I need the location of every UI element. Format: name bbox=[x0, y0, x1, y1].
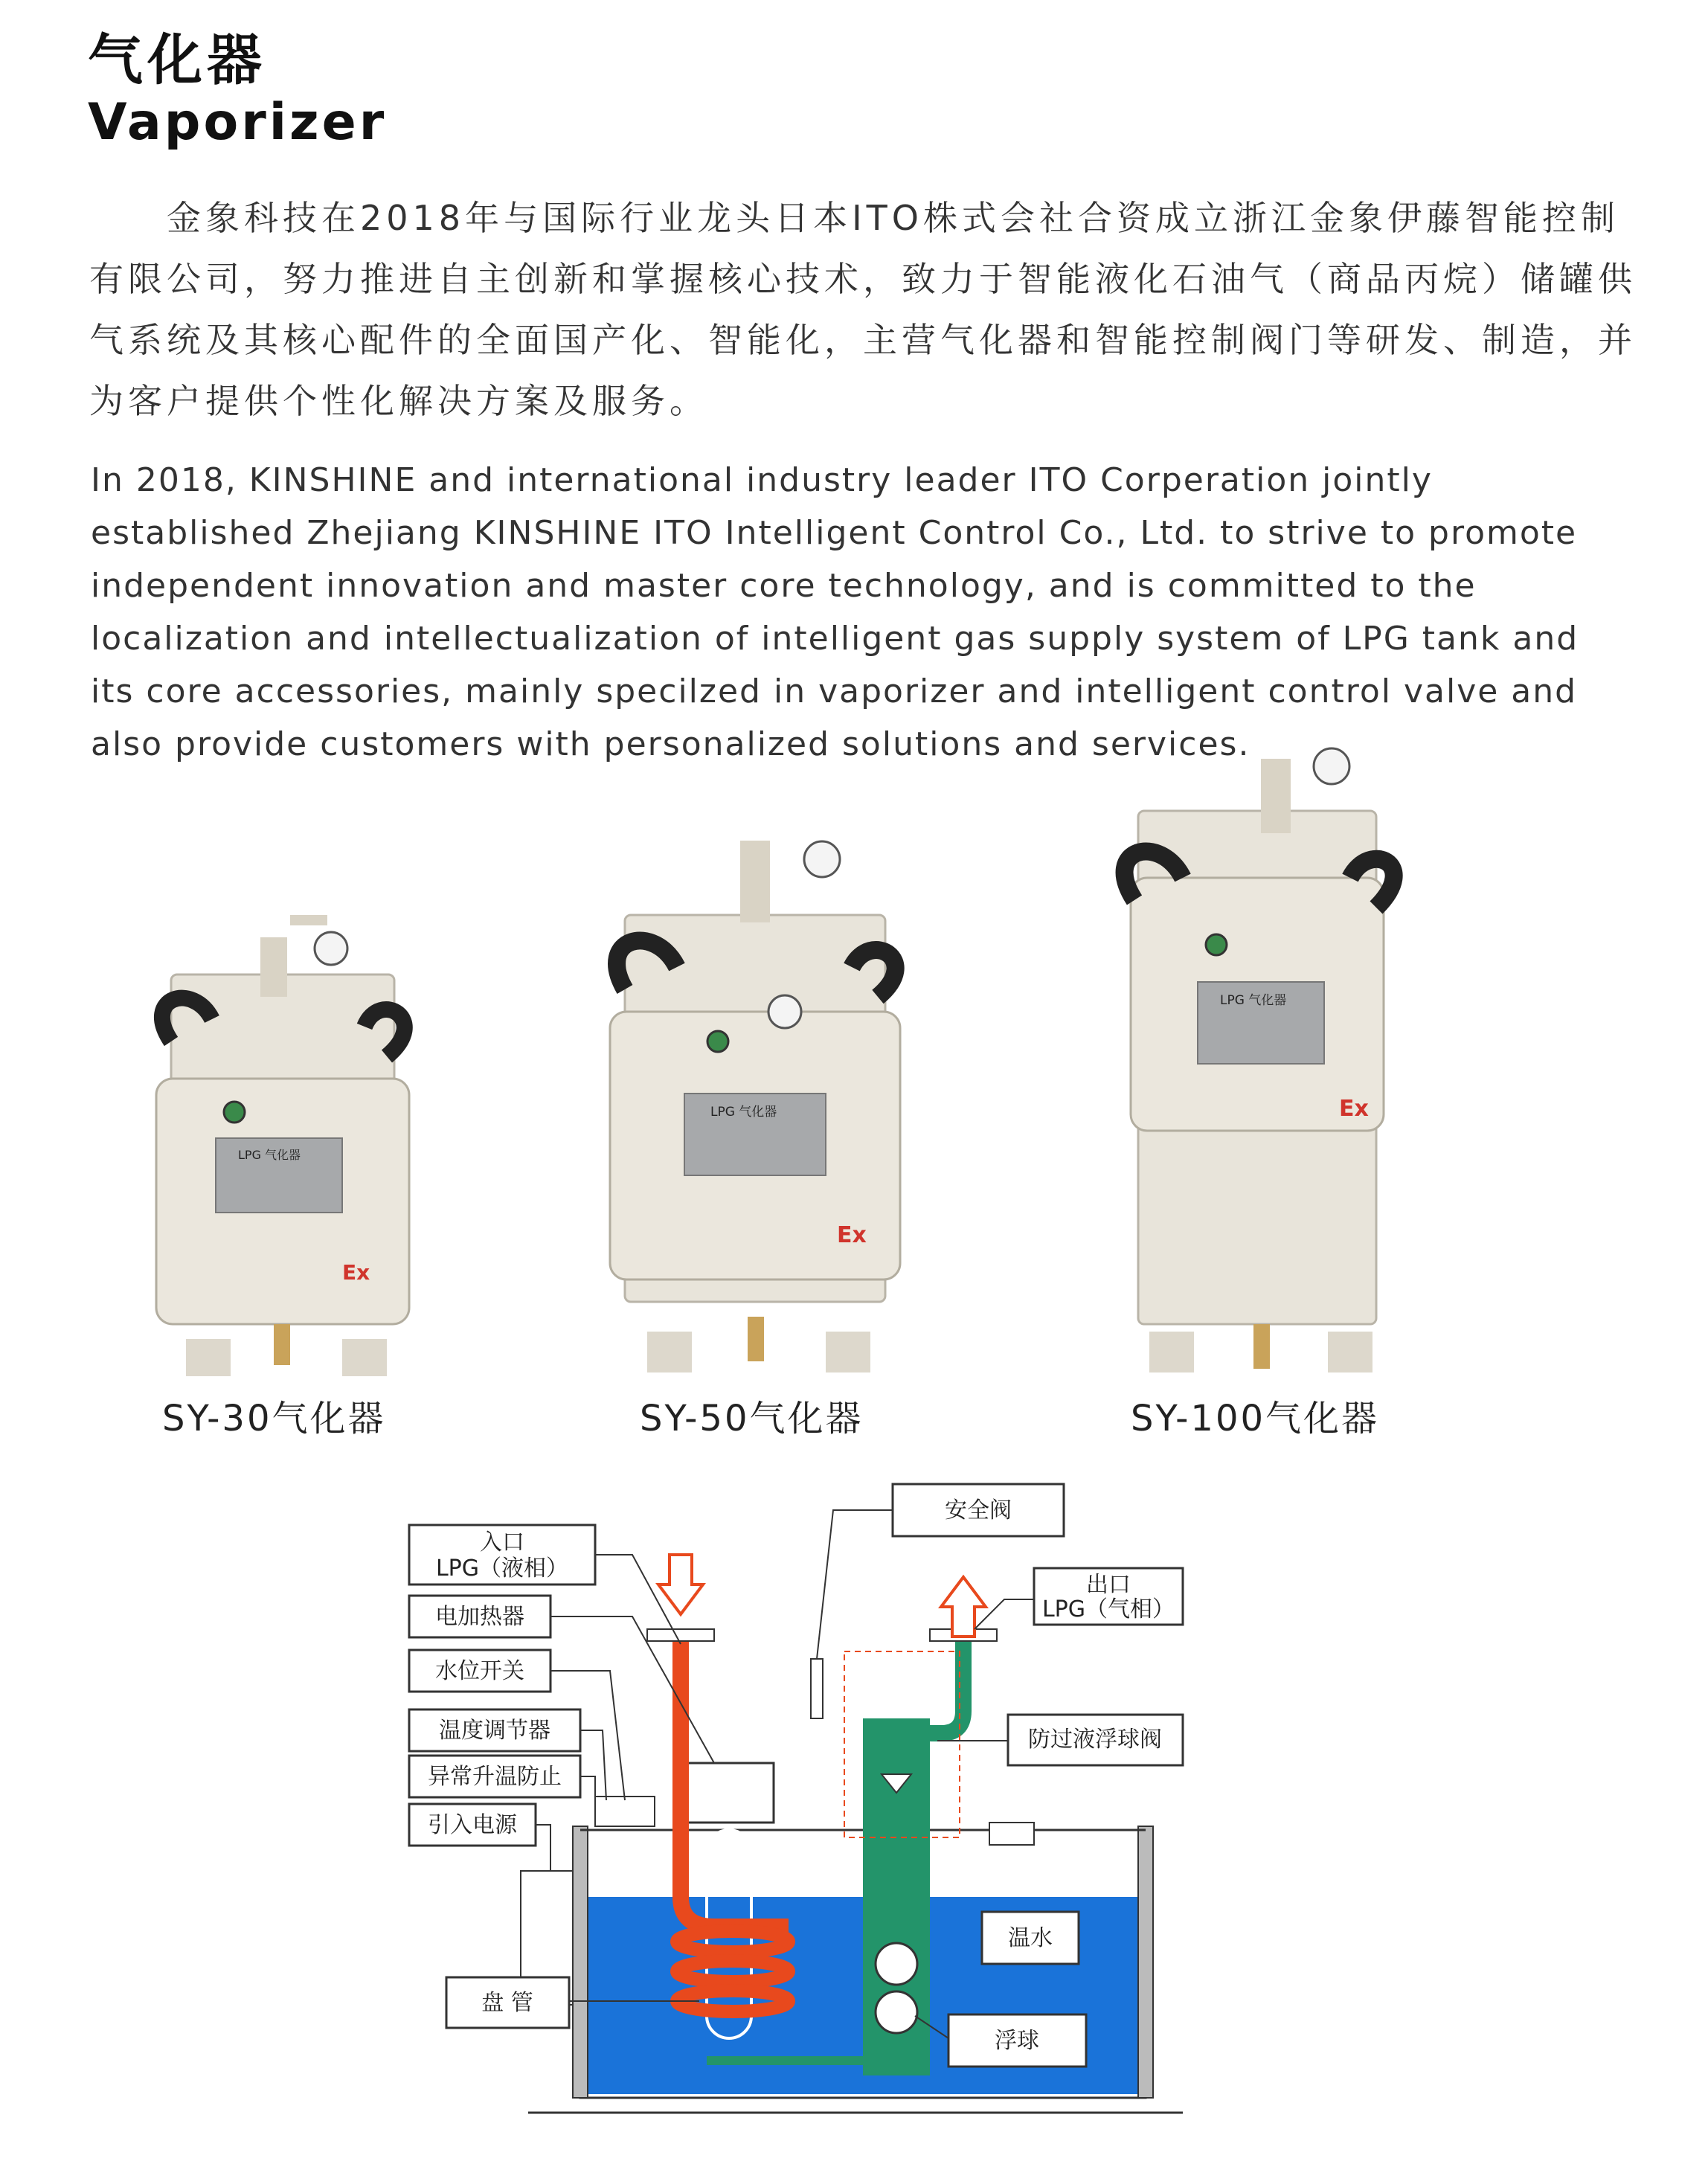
label-coil-text: 盘 管 bbox=[481, 1990, 533, 2016]
label-power-text: 引入电源 bbox=[428, 1812, 517, 1838]
page-title-en: Vaporizer bbox=[88, 93, 388, 152]
label-overheat-text: 异常升温防止 bbox=[428, 1764, 562, 1790]
label-outlet-line1: 出口 bbox=[1086, 1572, 1131, 1598]
label-float-text: 浮球 bbox=[995, 2028, 1039, 2054]
label-float-valve-text: 防过液浮球阀 bbox=[1028, 1727, 1162, 1753]
product-caption-sy30: SY-30气化器 bbox=[162, 1398, 386, 1439]
label-thermostat bbox=[409, 1709, 580, 1751]
product-image-sy30 bbox=[141, 893, 431, 1384]
label-inlet-line1: 入口 bbox=[480, 1529, 524, 1555]
label-warm-water bbox=[982, 1912, 1079, 1964]
ex-mark: Ex bbox=[837, 1222, 867, 1248]
product-image-sy100 bbox=[1094, 736, 1421, 1384]
vaporizer-schematic bbox=[387, 1480, 1265, 2128]
label-warm-water-text: 温水 bbox=[1008, 1925, 1053, 1951]
heater-body bbox=[684, 1763, 774, 1823]
label-heater-text: 电加热器 bbox=[435, 1604, 524, 1630]
intro-paragraph-en: In 2018, KINSHINE and international industry leader ITO Corperation jointly established Zhejiang KINSHINE ITO Intelligent Control Co., Ltd. to strive to promote independent innovation and master core technology, and is committed to the localization and intellectualization of intelligent gas supply system of LPG tank and its core accessories, mainly specilzed in vaporizer and intelligent control valve and also provide customers with personalized solutions and services. bbox=[91, 461, 1579, 763]
intro-text-cn: 金象科技在2018年与国际行业龙头日本ITO株式会社合资成立浙江金象伊藤智能控制有限公司，努力推进自主创新和掌握核心技术，致力于智能液化石油气（商品丙烷）储罐供气系统及其核心配件的全面国产化、智能化，主营气化器和智能控制阀门等研发、制造，并为客户提供个性化解决方案及服务。 bbox=[89, 198, 1637, 421]
float-ball-lower bbox=[876, 1991, 917, 2033]
label-power bbox=[409, 1804, 536, 1846]
page-title-cn: 气化器 bbox=[88, 28, 266, 92]
label-float bbox=[948, 2014, 1086, 2067]
ex-mark: Ex bbox=[342, 1260, 370, 1285]
product-image-sy50 bbox=[595, 818, 922, 1384]
plate-title: LPG 气化器 bbox=[238, 1148, 301, 1162]
label-thermostat-text: 温度调节器 bbox=[439, 1718, 550, 1744]
intro-paragraph-cn bbox=[89, 187, 1637, 431]
label-coil bbox=[446, 1977, 569, 2028]
product-caption-sy100: SY-100气化器 bbox=[1131, 1398, 1380, 1439]
label-outlet-line2: LPG（气相） bbox=[1041, 1596, 1175, 1622]
label-overheat bbox=[409, 1756, 580, 1797]
label-safety-valve bbox=[893, 1484, 1064, 1536]
float-ball-upper bbox=[876, 1943, 917, 1985]
label-outlet bbox=[1034, 1568, 1183, 1625]
label-level-switch-text: 水位开关 bbox=[435, 1658, 524, 1684]
product-caption-sy50: SY-50气化器 bbox=[640, 1398, 864, 1439]
plate-title: LPG 气化器 bbox=[710, 1105, 777, 1120]
label-float-valve bbox=[1008, 1715, 1183, 1765]
label-inlet-line2: LPG（液相） bbox=[435, 1555, 569, 1582]
ex-mark: Ex bbox=[1339, 1096, 1369, 1122]
label-safety-valve-text: 安全阀 bbox=[945, 1497, 1012, 1524]
label-inlet bbox=[409, 1525, 595, 1585]
label-heater bbox=[409, 1596, 550, 1637]
plate-title: LPG 气化器 bbox=[1220, 993, 1287, 1008]
label-level-switch bbox=[409, 1650, 550, 1692]
